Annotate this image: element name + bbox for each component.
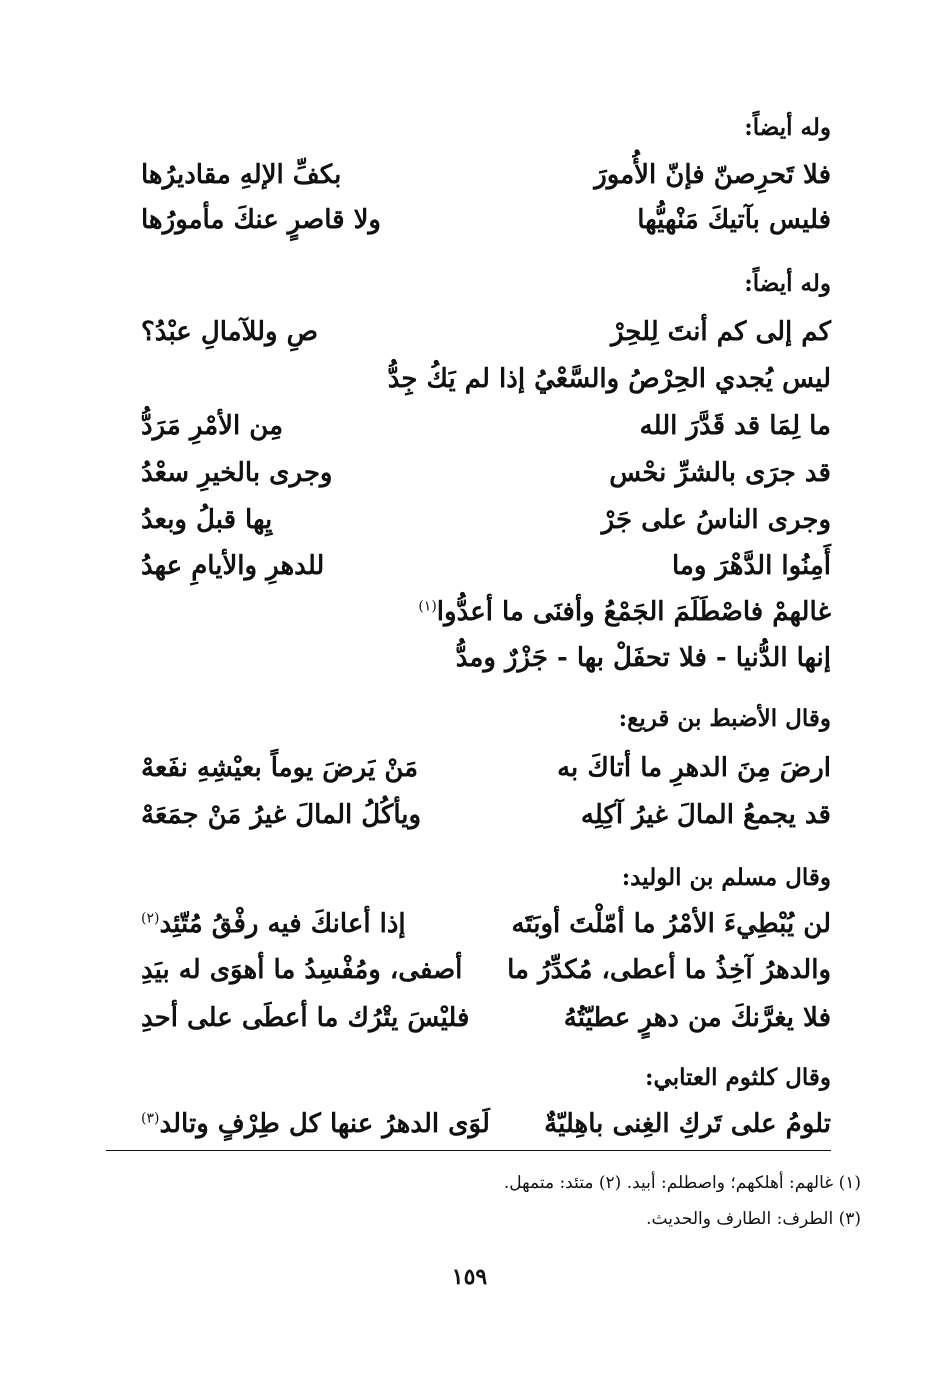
verse-first-hemistich: قد جرَى بالشرِّ نحْس bbox=[609, 458, 831, 488]
verse-line bbox=[141, 904, 831, 944]
verse-line bbox=[141, 795, 831, 835]
verse-first-hemistich: فلا تَحرِصنّ فإنّ الأُمورَ bbox=[594, 160, 831, 190]
verse-first-hemistich: فلا يغرَّنكَ من دهرٍ عطيّتُهُ bbox=[563, 1003, 831, 1033]
verse-second-hemistich: إذا أعانكَ فيه رفْقُ مُتّئِد$^{(٢)}$ bbox=[141, 909, 406, 939]
section-heading: وله أيضاً: bbox=[744, 114, 831, 141]
verse-first-hemistich: أَمِنُوا الدَّهْرَ وما bbox=[671, 551, 831, 581]
section-heading: وقال الأضبط بن قريع: bbox=[618, 705, 831, 732]
verse-line bbox=[141, 406, 831, 446]
footnote: (٣) الطرف: الطارف والحديث. bbox=[646, 1209, 861, 1229]
footnote: (١) غالهم: أهلكهم؛ واصطلم: أبيد. (٢) متئد: متمهل. bbox=[503, 1173, 861, 1193]
verse-line bbox=[141, 638, 831, 678]
verse-line bbox=[141, 359, 831, 399]
verse-first-hemistich: غالهمْ فاصْطَلَمَ الجَمْعُ وأفنَى ما أعدُّوا$^{(١)}$ bbox=[418, 597, 831, 627]
verse-line bbox=[141, 546, 831, 586]
verse-second-hemistich: للدهرِ والأيامِ عهدُ bbox=[141, 551, 325, 581]
footnote-marker: (٢) bbox=[141, 910, 160, 927]
verse-first-hemistich: كم إلى كم أنتَ لِلحِرْ bbox=[610, 317, 831, 347]
verse-first-hemistich: ليس يُجدي الحِرْصُ والسَّعْيُ إذا لم يَكُ جِدُّ bbox=[387, 364, 831, 394]
verse-line bbox=[141, 1104, 831, 1144]
verse-second-hemistich: أصفى، ومُفْسِدُ ما أهوَى له بيَدِ bbox=[141, 955, 463, 985]
verse-second-hemistich: وجرى بالخيرِ سعْدُ bbox=[141, 458, 333, 488]
verse-line bbox=[141, 453, 831, 493]
verse-line bbox=[141, 950, 831, 990]
verse-second-hemistich: ويأكُلُ المالَ غيرُ مَنْ جمَعَهْ bbox=[141, 800, 422, 830]
verse-second-hemistich: ولا قاصرٍ عنكَ مأمورُها bbox=[141, 205, 381, 235]
verse-first-hemistich: وجرى الناسُ على جَرْ bbox=[601, 505, 831, 535]
verse-line bbox=[141, 155, 831, 195]
verse-second-hemistich: بكفِّ الإلهِ مقاديرُها bbox=[141, 160, 342, 190]
verse-line bbox=[141, 592, 831, 632]
section-heading: وقال كلثوم العتابي: bbox=[645, 1064, 831, 1091]
verse-second-hemistich: لَوَى الدهرُ عنها كل طِرْفٍ وتالد$^{(٣)}$ bbox=[141, 1109, 490, 1139]
verse-second-hemistich: فليْسَ يتْرُك ما أعطَى على أحدِ bbox=[141, 1003, 470, 1033]
verse-first-hemistich: قد يجمعُ المالَ غيرُ آكِلِه bbox=[580, 800, 831, 830]
verse-first-hemistich: ارضَ مِنَ الدهرِ ما أتاكَ به bbox=[557, 753, 831, 783]
section-heading: وقال مسلم بن الوليد: bbox=[621, 864, 831, 891]
footnote-marker: (٣) bbox=[141, 1110, 160, 1127]
footnote-marker: (١) bbox=[418, 598, 437, 615]
verse-first-hemistich: والدهرُ آخِذُ ما أعطى، مُكدِّرُ ما bbox=[507, 955, 831, 985]
verse-second-hemistich: صِ وللآمالِ عبْدُ؟ bbox=[141, 317, 319, 347]
verse-second-hemistich: مِن الأمْرِ مَرَدُّ bbox=[141, 411, 283, 441]
verse-line bbox=[141, 748, 831, 788]
verse-first-hemistich: فليس بآتيكَ مَنْهيُّها bbox=[637, 205, 831, 235]
verse-second-hemistich: يِها قبلُ وبعدُ bbox=[141, 505, 273, 535]
verse-second-hemistich: مَنْ يَرضَ يوماً بعيْشِهِ نفَعهْ bbox=[141, 753, 419, 783]
verse-line bbox=[141, 312, 831, 352]
page-number: ١٥٩ bbox=[451, 1264, 488, 1290]
verse-line bbox=[141, 200, 831, 240]
verse-first-hemistich: لن يُبْطِيءَ الأمْرُ ما أمّلْتَ أوبَتَه bbox=[511, 909, 831, 939]
section-heading: وله أيضاً: bbox=[744, 270, 831, 297]
verse-first-hemistich: ما لِمَا قد قَدَّرَ الله bbox=[639, 411, 831, 441]
footnote-separator bbox=[106, 1150, 831, 1151]
verse-line bbox=[141, 998, 831, 1038]
verse-first-hemistich: إنها الدُّنيا - فلا تحفَلْ بها - جَزْرٌ ومدُّ bbox=[455, 643, 831, 673]
verse-first-hemistich: تلومُ على تَركِ الغِنى باهِليّةٌ bbox=[544, 1109, 831, 1139]
verse-line bbox=[141, 500, 831, 540]
